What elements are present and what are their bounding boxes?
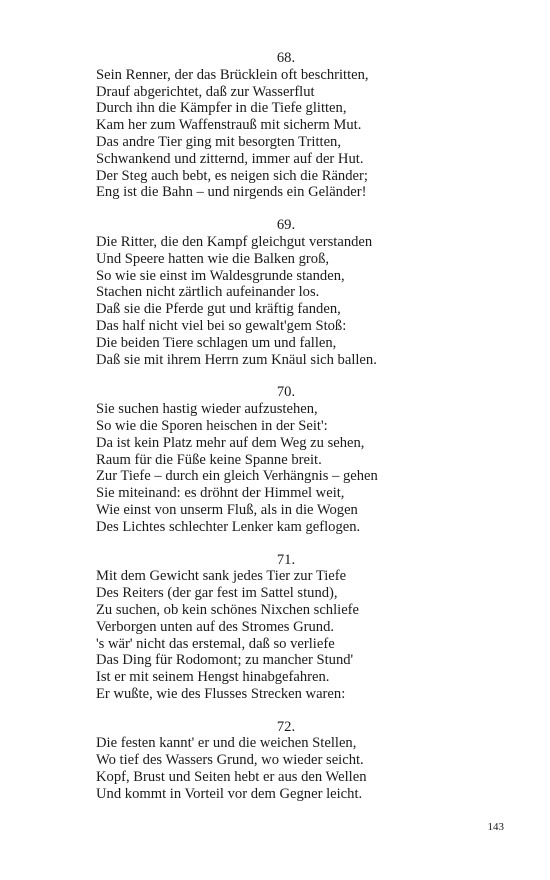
stanza-number: 69. — [276, 217, 296, 234]
verse-line: Sein Renner, der das Brücklein oft beschritten, — [96, 66, 369, 83]
verse-line: Zu suchen, ob kein schönes Nixchen schliefe — [96, 601, 360, 618]
verse-line: So wie die Sporen heischen in der Seit': — [96, 417, 328, 434]
verse-line: Ist er mit seinem Hengst hinabgefahren. — [96, 669, 330, 686]
verse-line: Kam her zum Waffenstrauß mit sicherm Mut. — [96, 117, 362, 134]
stanza-number: 68. — [276, 50, 296, 66]
verse-line: Daß sie die Pferde gut und kräftig fanden, — [96, 301, 341, 318]
stanza-number: 71. — [276, 551, 296, 568]
verse-line: Verborgen unten auf des Stromes Grund. — [96, 618, 335, 635]
verse-line: Schwankend und zitternd, immer auf der Hut. — [96, 150, 364, 167]
stanza-69 — [96, 217, 476, 368]
verse-line: Kopf, Brust und Seiten hebt er aus den Wellen — [96, 769, 367, 786]
verse-line: Wie einst von unserm Fluß, als in die Wogen — [96, 501, 358, 518]
stanza-68 — [96, 50, 476, 201]
verse-line: Drauf abgerichtet, daß zur Wasserflut — [96, 83, 315, 100]
page-number: 143 — [487, 821, 504, 833]
verse-line: Des Lichtes schlechter Lenker kam geflogen. — [96, 518, 361, 535]
verse-line: Des Reiters (der gar fest im Sattel stund), — [96, 585, 338, 602]
stanza-70 — [96, 384, 476, 535]
verse-line: Sie miteinand: es dröhnt der Himmel weit, — [96, 485, 345, 502]
verse-line: Das half nicht viel bei so gewalt'gem Stoß: — [96, 317, 347, 334]
stanza-71 — [96, 552, 476, 703]
verse-line: Durch ihn die Kämpfer in die Tiefe glitten, — [96, 100, 347, 117]
poem-text — [96, 50, 476, 819]
verse-line: Der Steg auch bebt, es neigen sich die Ränder; — [96, 167, 368, 184]
verse-line: Das Ding für Rodomont; zu mancher Stund' — [96, 652, 354, 669]
verse-line: Da ist kein Platz mehr auf dem Weg zu sehen, — [96, 434, 365, 451]
verse-line: Daß sie mit ihrem Herrn zum Knäul sich ballen. — [96, 351, 377, 368]
stanza-number: 70. — [276, 384, 296, 401]
verse-line: So wie sie einst im Waldesgrunde standen, — [96, 267, 345, 284]
verse-line: Die beiden Tiere schlagen um und fallen, — [96, 334, 337, 351]
verse-line: Er wußte, wie des Flusses Strecken waren: — [96, 685, 346, 702]
stanza-number: 72. — [276, 718, 296, 735]
verse-line: Raum für die Füße keine Spanne breit. — [96, 451, 322, 468]
verse-line: Die Ritter, die den Kampf gleichgut verstanden — [96, 233, 373, 250]
verse-line: Die festen kannt' er und die weichen Stellen, — [96, 735, 357, 752]
verse-line: Zur Tiefe – durch ein gleich Verhängnis – gehen — [96, 468, 378, 485]
verse-line: Mit dem Gewicht sank jedes Tier zur Tiefe — [96, 568, 347, 585]
verse-line: Und kommt in Vorteil vor dem Gegner leicht. — [96, 785, 363, 802]
verse-line: Eng ist die Bahn – und nirgends ein Geländer! — [96, 184, 367, 201]
verse-line: Und Speere hatten wie die Balken groß, — [96, 250, 330, 267]
verse-line: Das andre Tier ging mit besorgten Tritten, — [96, 133, 341, 150]
verse-line: Sie suchen hastig wieder aufzustehen, — [96, 401, 318, 418]
verse-line: Stachen nicht zärtlich aufeinander los. — [96, 284, 320, 301]
verse-line: 's wär' nicht das erstemal, daß so verliefe — [96, 635, 335, 652]
stanza-72 — [96, 719, 476, 803]
verse-line: Wo tief des Wassers Grund, wo wieder seicht. — [96, 752, 364, 769]
